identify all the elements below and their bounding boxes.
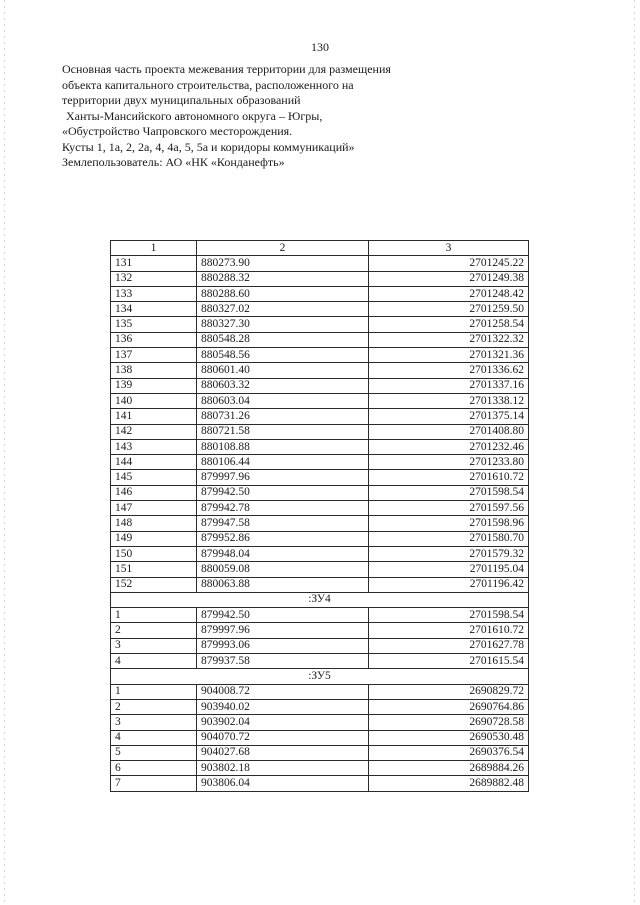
header-line: Основная часть проекта межевания территории для размещения — [62, 62, 391, 76]
table-row — [111, 776, 529, 791]
y-coordinate-cell: 2701610.72 — [369, 470, 529, 485]
x-coordinate-cell: 879952.86 — [197, 531, 369, 546]
x-coordinate-cell: 880603.04 — [197, 393, 369, 408]
left-margin-mark — [4, 0, 5, 905]
point-number-cell: 143 — [111, 439, 197, 454]
point-number-cell: 150 — [111, 546, 197, 561]
table-row — [111, 501, 529, 516]
y-coordinate-cell: 2701598.96 — [369, 516, 529, 531]
table-row — [111, 715, 529, 730]
x-coordinate-cell: 903802.18 — [197, 761, 369, 776]
table-row — [111, 286, 529, 301]
x-coordinate-cell: 903940.02 — [197, 699, 369, 714]
x-coordinate-cell: 880731.26 — [197, 409, 369, 424]
table-row — [111, 455, 529, 470]
column-header: 3 — [369, 241, 529, 256]
table-row — [111, 256, 529, 271]
x-coordinate-cell: 880327.02 — [197, 302, 369, 317]
point-number-cell: 3 — [111, 715, 197, 730]
point-number-cell: 7 — [111, 776, 197, 791]
y-coordinate-cell: 2701321.36 — [369, 348, 529, 363]
x-coordinate-cell: 904008.72 — [197, 684, 369, 699]
y-coordinate-cell: 2689884.26 — [369, 761, 529, 776]
table-row — [111, 409, 529, 424]
coordinates-table — [110, 240, 529, 792]
point-number-cell: 151 — [111, 562, 197, 577]
y-coordinate-cell: 2701579.32 — [369, 546, 529, 561]
x-coordinate-cell: 880288.60 — [197, 286, 369, 301]
header-line: территории двух муниципальных образований — [62, 93, 301, 107]
table-row — [111, 623, 529, 638]
y-coordinate-cell: 2701337.16 — [369, 378, 529, 393]
x-coordinate-cell: 879948.04 — [197, 546, 369, 561]
y-coordinate-cell: 2701248.42 — [369, 286, 529, 301]
section-title: :ЗУ5 — [111, 669, 529, 684]
table-row — [111, 546, 529, 561]
header-line: объекта капитального строительства, расположенного на — [62, 77, 354, 92]
table-row — [111, 577, 529, 592]
point-number-cell: 146 — [111, 485, 197, 500]
point-number-cell: 141 — [111, 409, 197, 424]
document-header — [62, 62, 482, 171]
header-line: Кусты 1, 1а, 2, 2а, 4, 4а, 5, 5а и коридоры коммуникаций» — [62, 139, 355, 154]
x-coordinate-cell: 879942.78 — [197, 501, 369, 516]
table-row — [111, 730, 529, 745]
y-coordinate-cell: 2701245.22 — [369, 256, 529, 271]
point-number-cell: 132 — [111, 271, 197, 286]
point-number-cell: 142 — [111, 424, 197, 439]
point-number-cell: 131 — [111, 256, 197, 271]
y-coordinate-cell: 2701597.56 — [369, 501, 529, 516]
x-coordinate-cell: 880548.28 — [197, 332, 369, 347]
point-number-cell: 2 — [111, 699, 197, 714]
x-coordinate-cell: 879942.50 — [197, 485, 369, 500]
point-number-cell: 152 — [111, 577, 197, 592]
x-coordinate-cell: 880273.90 — [197, 256, 369, 271]
table-row — [111, 348, 529, 363]
page-number: 130 — [311, 40, 329, 54]
table-row — [111, 393, 529, 408]
point-number-cell: 5 — [111, 745, 197, 760]
point-number-cell: 133 — [111, 286, 197, 301]
table-row — [111, 363, 529, 378]
x-coordinate-cell: 904027.68 — [197, 745, 369, 760]
y-coordinate-cell: 2701249.38 — [369, 271, 529, 286]
x-coordinate-cell: 879997.96 — [197, 623, 369, 638]
y-coordinate-cell: 2701232.46 — [369, 439, 529, 454]
section-title-row — [111, 669, 529, 684]
y-coordinate-cell: 2701322.32 — [369, 332, 529, 347]
point-number-cell: 144 — [111, 455, 197, 470]
y-coordinate-cell: 2701408.80 — [369, 424, 529, 439]
x-coordinate-cell: 904070.72 — [197, 730, 369, 745]
table-row — [111, 332, 529, 347]
y-coordinate-cell: 2701580.70 — [369, 531, 529, 546]
table-row — [111, 470, 529, 485]
header-line: Землепользователь: АО «НК «Конданефть» — [62, 155, 285, 169]
point-number-cell: 147 — [111, 501, 197, 516]
table-row — [111, 562, 529, 577]
point-number-cell: 1 — [111, 608, 197, 623]
right-margin-mark — [634, 0, 635, 905]
column-header: 1 — [111, 241, 197, 256]
point-number-cell: 139 — [111, 378, 197, 393]
y-coordinate-cell: 2701258.54 — [369, 317, 529, 332]
point-number-cell: 148 — [111, 516, 197, 531]
point-number-cell: 4 — [111, 730, 197, 745]
point-number-cell: 149 — [111, 531, 197, 546]
y-coordinate-cell: 2701375.14 — [369, 409, 529, 424]
y-coordinate-cell: 2701233.80 — [369, 455, 529, 470]
y-coordinate-cell: 2701338.12 — [369, 393, 529, 408]
x-coordinate-cell: 879993.06 — [197, 638, 369, 653]
x-coordinate-cell: 880288.32 — [197, 271, 369, 286]
section-title: :ЗУ4 — [111, 592, 529, 607]
y-coordinate-cell: 2701610.72 — [369, 623, 529, 638]
table-row — [111, 761, 529, 776]
y-coordinate-cell: 2701627.78 — [369, 638, 529, 653]
table-row — [111, 271, 529, 286]
table-header-row — [111, 241, 529, 256]
column-header: 2 — [197, 241, 369, 256]
coordinates-table-body — [111, 241, 529, 792]
x-coordinate-cell: 903806.04 — [197, 776, 369, 791]
y-coordinate-cell: 2701615.54 — [369, 654, 529, 669]
x-coordinate-cell: 880327.30 — [197, 317, 369, 332]
y-coordinate-cell: 2690764.86 — [369, 699, 529, 714]
point-number-cell: 140 — [111, 393, 197, 408]
y-coordinate-cell: 2701195.04 — [369, 562, 529, 577]
y-coordinate-cell: 2690728.58 — [369, 715, 529, 730]
table-row — [111, 317, 529, 332]
x-coordinate-cell: 880063.88 — [197, 577, 369, 592]
y-coordinate-cell: 2701598.54 — [369, 608, 529, 623]
x-coordinate-cell: 879937.58 — [197, 654, 369, 669]
point-number-cell: 135 — [111, 317, 197, 332]
point-number-cell: 3 — [111, 638, 197, 653]
point-number-cell: 6 — [111, 761, 197, 776]
x-coordinate-cell: 880603.32 — [197, 378, 369, 393]
point-number-cell: 1 — [111, 684, 197, 699]
table-row — [111, 302, 529, 317]
x-coordinate-cell: 903902.04 — [197, 715, 369, 730]
x-coordinate-cell: 879947.58 — [197, 516, 369, 531]
y-coordinate-cell: 2701598.54 — [369, 485, 529, 500]
point-number-cell: 4 — [111, 654, 197, 669]
x-coordinate-cell: 880108.88 — [197, 439, 369, 454]
point-number-cell: 136 — [111, 332, 197, 347]
table-row — [111, 516, 529, 531]
table-row — [111, 378, 529, 393]
table-row — [111, 699, 529, 714]
y-coordinate-cell: 2701259.50 — [369, 302, 529, 317]
x-coordinate-cell: 879942.50 — [197, 608, 369, 623]
header-line: «Обустройство Чапровского месторождения. — [62, 124, 293, 138]
y-coordinate-cell: 2690376.54 — [369, 745, 529, 760]
point-number-cell: 145 — [111, 470, 197, 485]
table-row — [111, 684, 529, 699]
table-row — [111, 424, 529, 439]
x-coordinate-cell: 880059.08 — [197, 562, 369, 577]
y-coordinate-cell: 2690530.48 — [369, 730, 529, 745]
y-coordinate-cell: 2701196.42 — [369, 577, 529, 592]
table-row — [111, 531, 529, 546]
x-coordinate-cell: 880721.58 — [197, 424, 369, 439]
table-row — [111, 608, 529, 623]
y-coordinate-cell: 2689882.48 — [369, 776, 529, 791]
x-coordinate-cell: 880601.40 — [197, 363, 369, 378]
table-row — [111, 439, 529, 454]
point-number-cell: 2 — [111, 623, 197, 638]
table-row — [111, 745, 529, 760]
x-coordinate-cell: 879997.96 — [197, 470, 369, 485]
header-line: Ханты-Мансийского автономного округа – Югры, — [66, 108, 323, 123]
x-coordinate-cell: 880106.44 — [197, 455, 369, 470]
section-title-row — [111, 592, 529, 607]
table-row — [111, 654, 529, 669]
point-number-cell: 137 — [111, 348, 197, 363]
point-number-cell: 138 — [111, 363, 197, 378]
y-coordinate-cell: 2701336.62 — [369, 363, 529, 378]
table-row — [111, 638, 529, 653]
table-row — [111, 485, 529, 500]
y-coordinate-cell: 2690829.72 — [369, 684, 529, 699]
x-coordinate-cell: 880548.56 — [197, 348, 369, 363]
point-number-cell: 134 — [111, 302, 197, 317]
